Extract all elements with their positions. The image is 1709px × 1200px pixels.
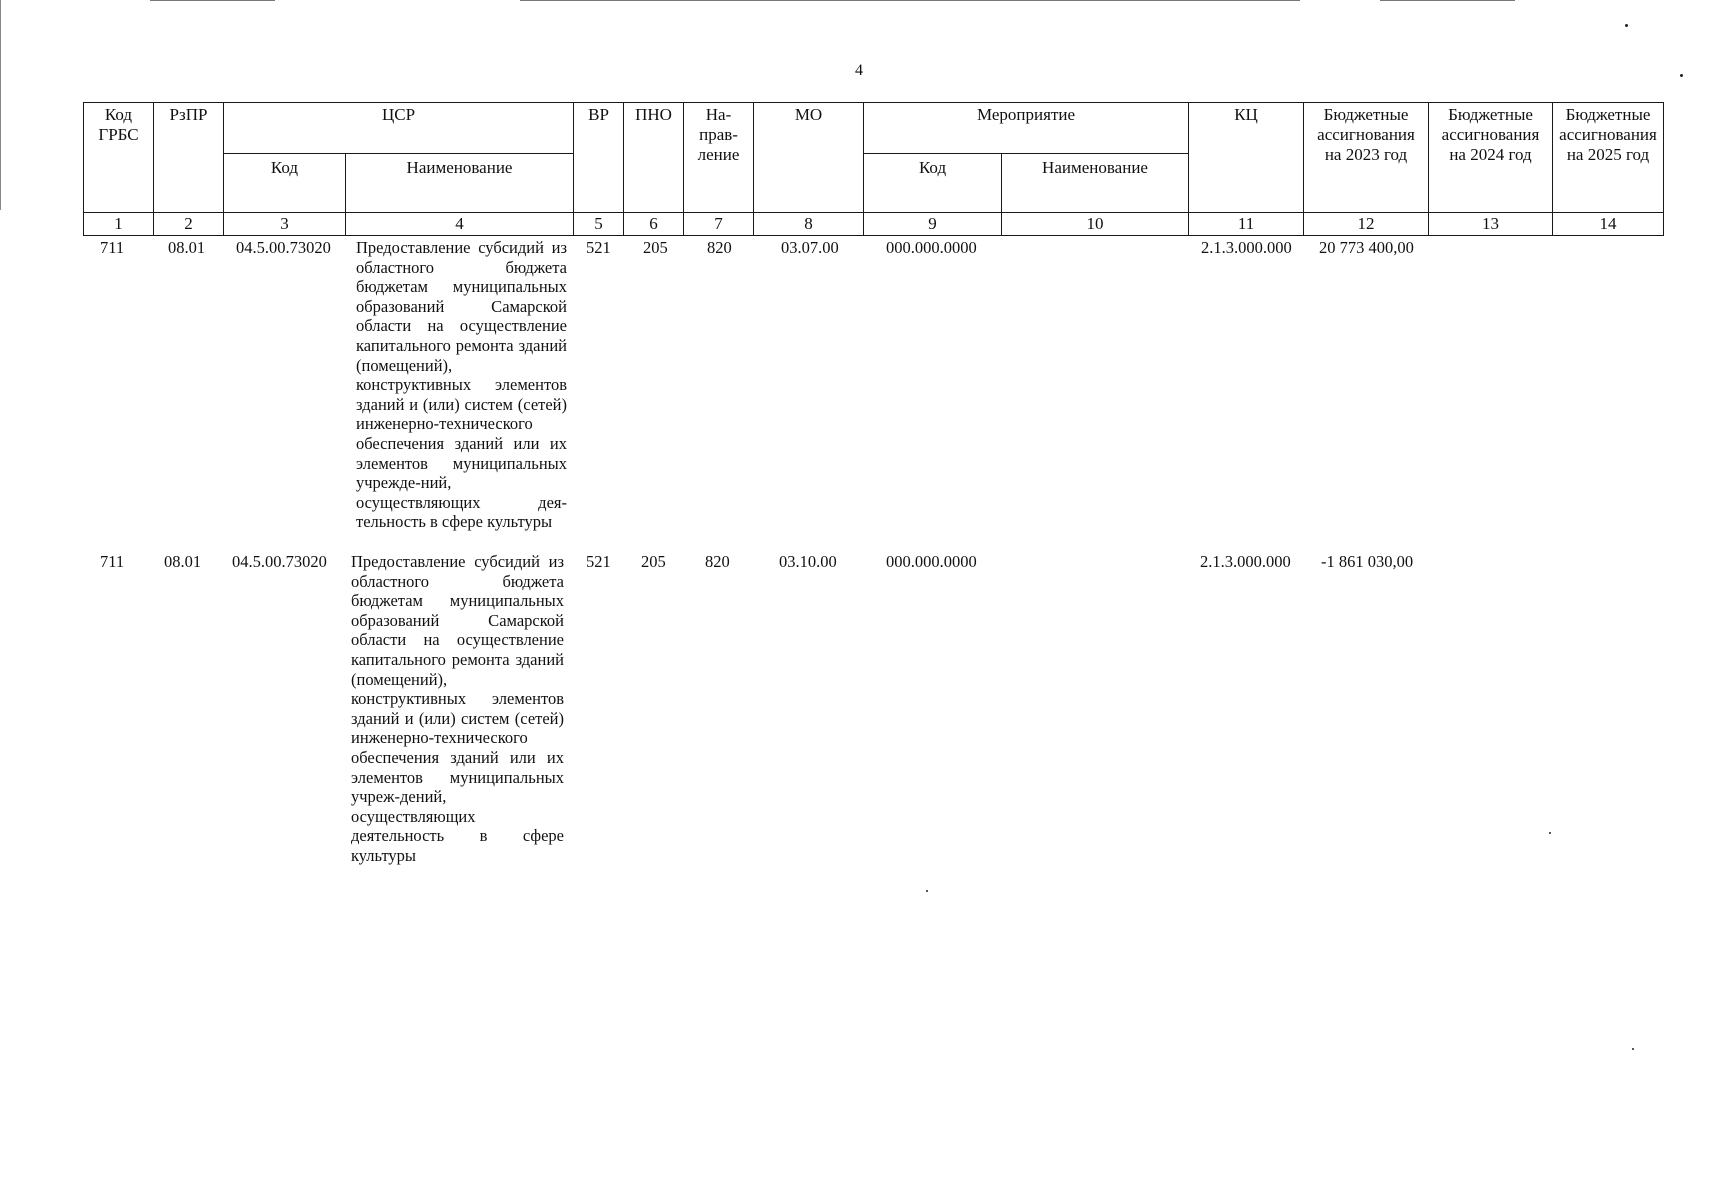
header-csr-kod: Код: [224, 154, 346, 213]
column-number: 13: [1429, 213, 1553, 236]
cell-kc: 2.1.3.000.000: [1200, 552, 1291, 571]
column-number-row: [84, 213, 1664, 236]
cell-csr-kod: 04.5.00.73020: [236, 238, 331, 257]
column-number: 14: [1553, 213, 1664, 236]
scan-top-edge: [0, 0, 1709, 4]
cell-csr-kod: 04.5.00.73020: [232, 552, 327, 571]
cell-vr: 521: [586, 238, 611, 257]
header-budget-2024: Бюджетные ассигнования на 2024 год: [1429, 103, 1553, 213]
page-number: 4: [855, 62, 863, 79]
header-meropriyatie: Мероприятие: [864, 103, 1189, 154]
column-number: 2: [154, 213, 224, 236]
budget-table-header: [83, 102, 1664, 236]
header-kc: КЦ: [1189, 103, 1304, 213]
header-budget-2023: Бюджетные ассигнования на 2023 год: [1304, 103, 1429, 213]
header-mo: МО: [754, 103, 864, 213]
scan-speck: [1680, 74, 1683, 77]
scan-speck: [1632, 1048, 1634, 1050]
scan-speck: [1549, 832, 1551, 834]
cell-napr: 820: [707, 238, 732, 257]
scan-speck: [1625, 24, 1628, 27]
cell-pno: 205: [643, 238, 668, 257]
header-vr: ВР: [574, 103, 624, 213]
column-number: 8: [754, 213, 864, 236]
header-meropr-name: Наименование: [1002, 154, 1189, 213]
cell-budget-2023: -1 861 030,00: [1321, 552, 1414, 571]
header-kod-grbs: Код ГРБС: [84, 103, 154, 213]
cell-meropr-kod: 000.000.0000: [886, 552, 977, 571]
header-csr-name: Наименование: [346, 154, 574, 213]
header-meropr-kod: Код: [864, 154, 1002, 213]
column-number: 12: [1304, 213, 1429, 236]
column-number: 3: [224, 213, 346, 236]
cell-kc: 2.1.3.000.000: [1201, 238, 1292, 257]
column-number: 9: [864, 213, 1002, 236]
header-napr: На-прав-ление: [684, 103, 754, 213]
cell-csr-name: Предоставление субсидий из областного бюджета бюджетам муниципальных образований Самарской области на осуществление капитального ремонта зданий (помещений), конструктивных элементов зданий и (или) систем (сетей) инженерно-технического обеспечения зданий или их элементов муниципальных учреж-дений, осуществляющих деятельность в сфере культуры: [351, 552, 564, 865]
cell-mo: 03.07.00: [781, 238, 839, 257]
header-budget-2025: Бюджетные ассигнования на 2025 год: [1553, 103, 1664, 213]
column-number: 11: [1189, 213, 1304, 236]
column-number: 6: [624, 213, 684, 236]
column-number: 7: [684, 213, 754, 236]
cell-napr: 820: [705, 552, 730, 571]
cell-rzpr: 08.01: [168, 238, 206, 257]
cell-pno: 205: [641, 552, 666, 571]
header-csr: ЦСР: [224, 103, 574, 154]
cell-meropr-kod: 000.000.0000: [886, 238, 977, 257]
column-number: 1: [84, 213, 154, 236]
cell-csr-name: Предоставление субсидий из областного бюджета бюджетам муниципальных образований Самарской области на осуществление капитального ремонта зданий (помещений), конструктивных элементов зданий и (или) систем (сетей) инженерно-технического обеспечения зданий или их элементов муниципальных учрежде-ний, осуществляющих дея-тельность в сфере культуры: [356, 238, 567, 532]
cell-vr: 521: [586, 552, 611, 571]
cell-rzpr: 08.01: [164, 552, 202, 571]
cell-grbs: 711: [100, 238, 125, 257]
header-pno: ПНО: [624, 103, 684, 213]
header-rzpr: РзПР: [154, 103, 224, 213]
cell-grbs: 711: [100, 552, 125, 571]
scan-speck: [926, 890, 928, 892]
cell-budget-2023: 20 773 400,00: [1319, 238, 1414, 257]
cell-mo: 03.10.00: [779, 552, 837, 571]
scan-left-edge: [0, 0, 1, 210]
column-number: 4: [346, 213, 574, 236]
column-number: 5: [574, 213, 624, 236]
column-number: 10: [1002, 213, 1189, 236]
